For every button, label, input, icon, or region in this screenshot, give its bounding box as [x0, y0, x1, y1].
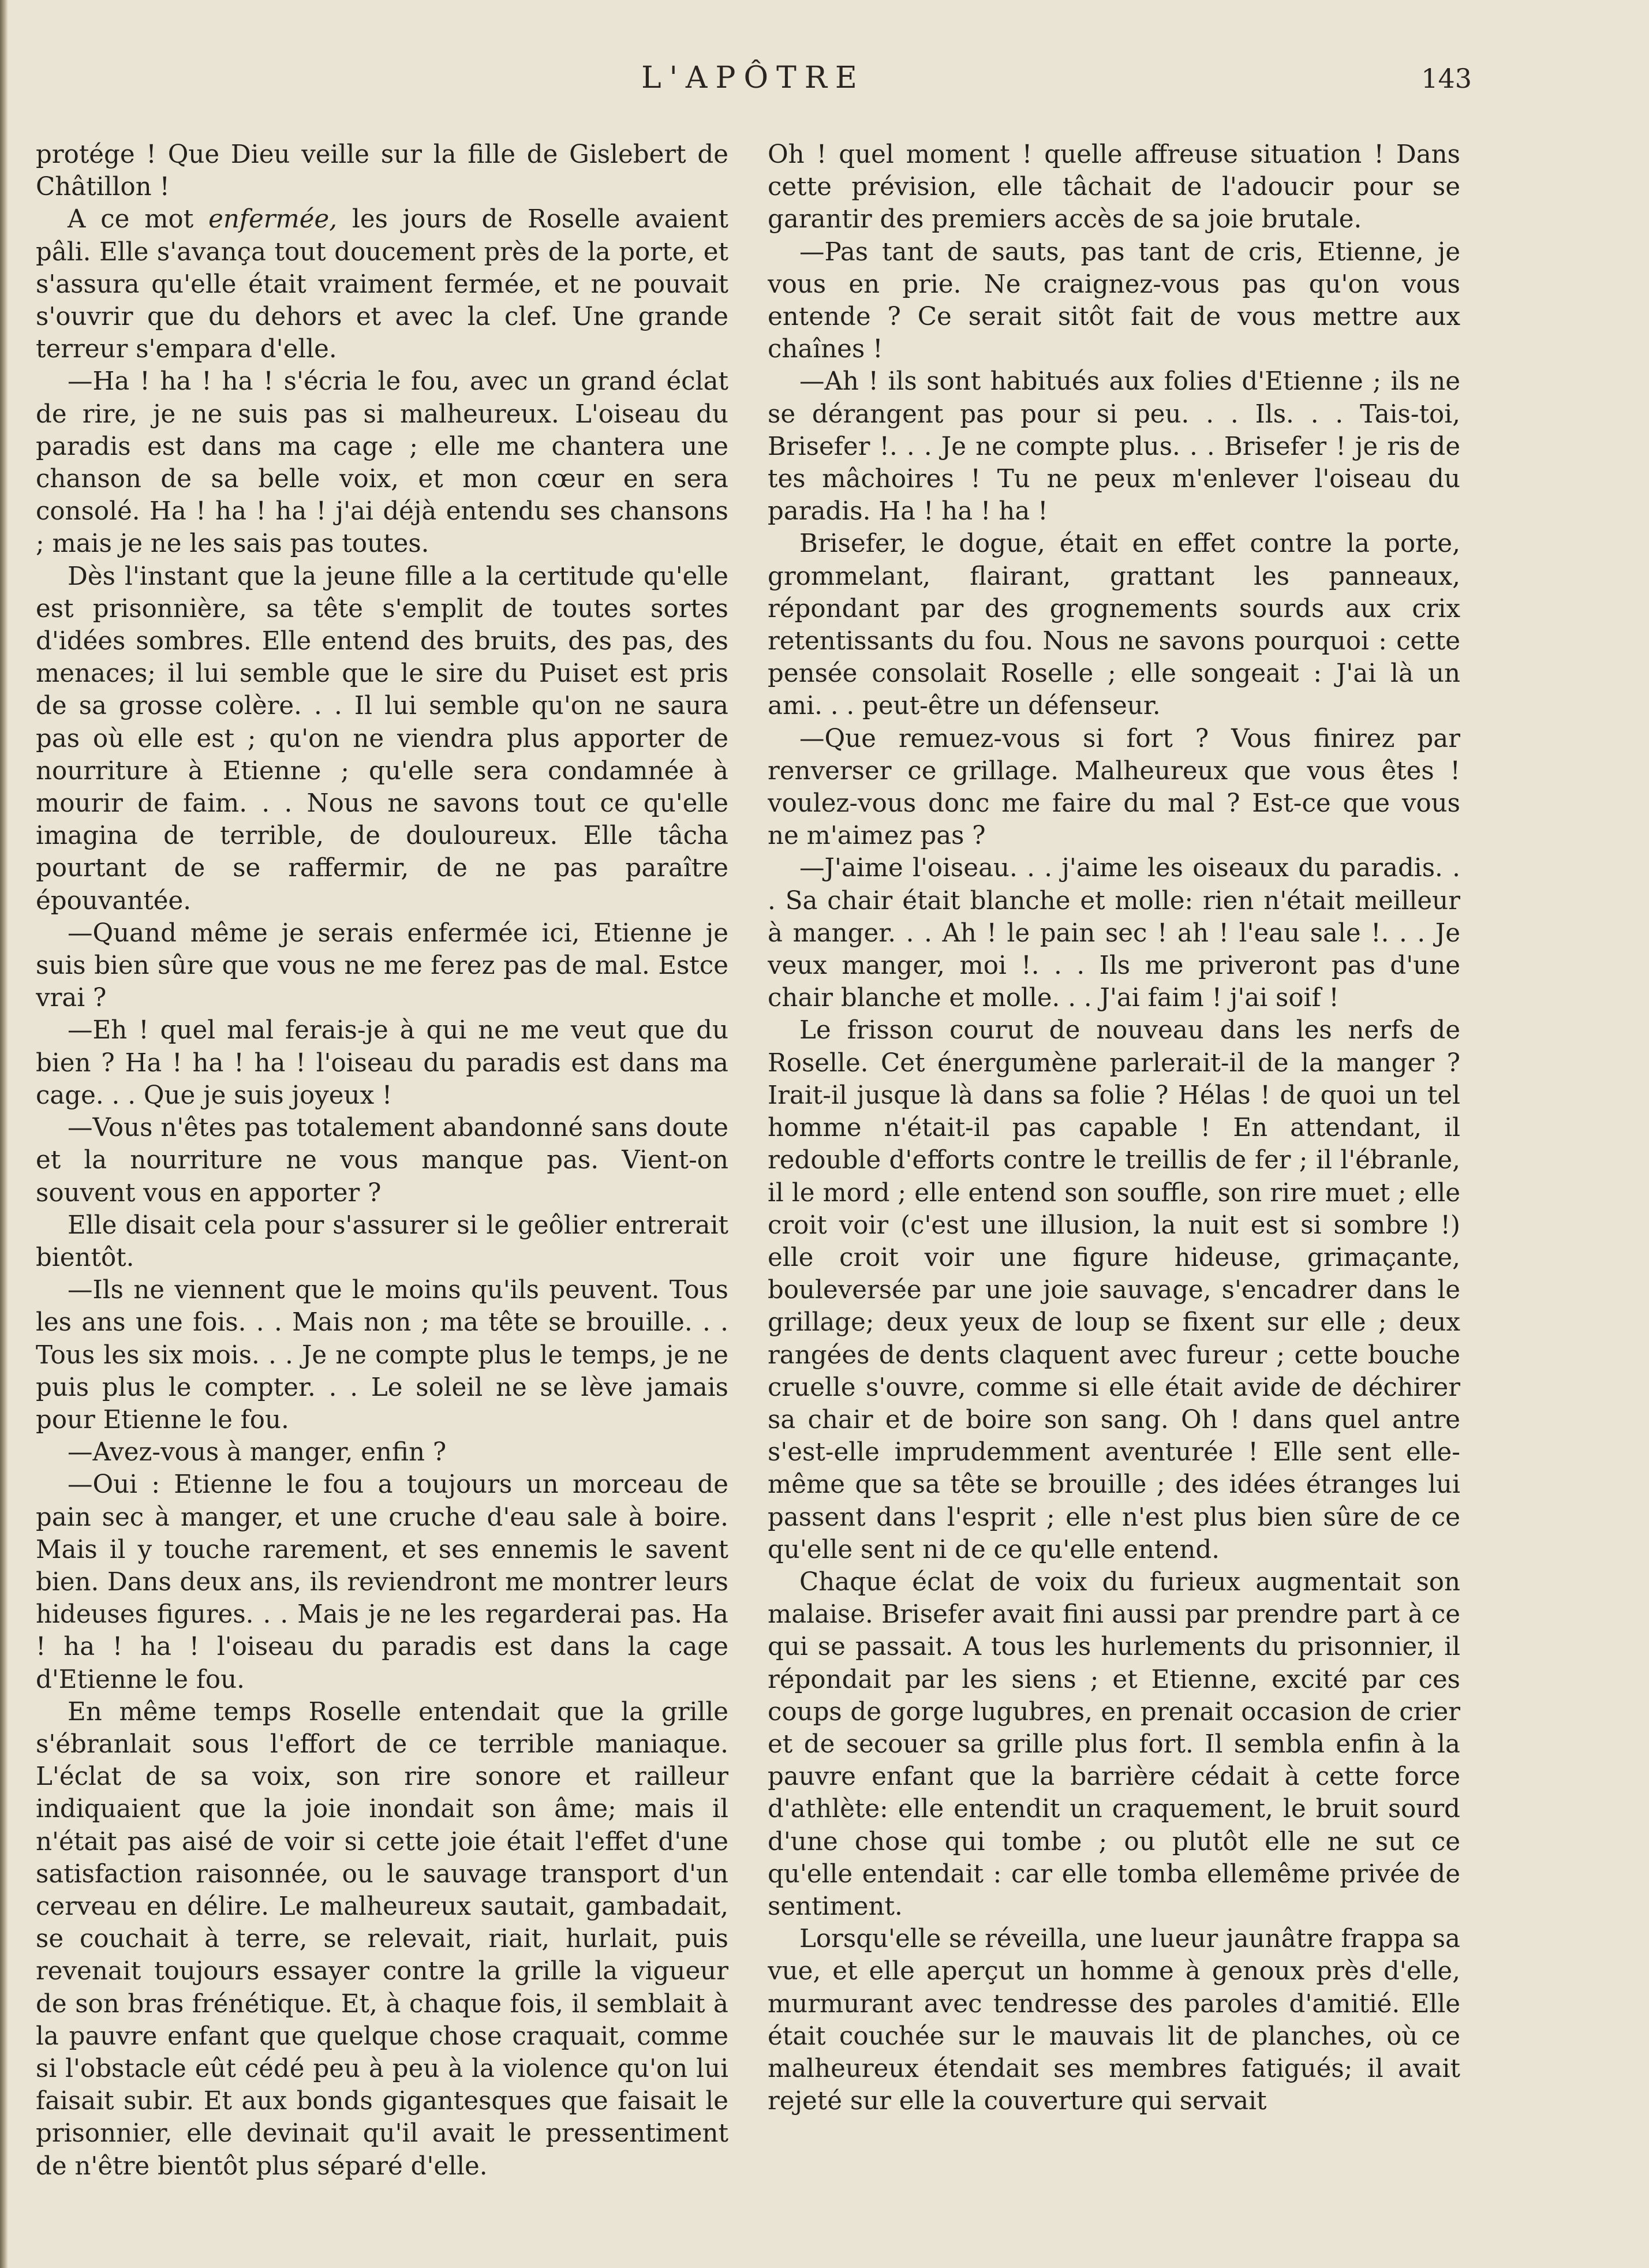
running-title: L'APÔTRE [641, 61, 865, 95]
paragraph: —Vous n'êtes pas totalement abandonné sans doute et la nourriture ne vous manque pas. Vient-on souvent vous en apporter ? [36, 1114, 728, 1208]
paragraph: —Que remuez-vous si fort ? Vous finirez par renverser ce grillage. Malheureux que vous êtes ! voulez-vous donc me faire du mal ? Est-ce que vous ne m'aimez pas ? [768, 724, 1460, 851]
paragraph: —Ah ! ils sont habitués aux folies d'Etienne ; ils ne se dérangent pas pour si peu. . . Ils. . . Tais-toi, Brisefer !. . . Je ne compte plus. . . Brisefer ! je ris de tes mâchoires ! Tu ne peux m'enlever l'oiseau du paradis. Ha ! ha ! ha ! [768, 367, 1460, 526]
paragraph: Lorsqu'elle se réveilla, une lueur jaunâtre frappa sa vue, et elle aperçut un homme à genoux près d'elle, murmurant avec tendresse des paroles d'amitié. Elle était couchée sur le mauvais lit de planches, où ce malheureux étendait ses membres fatigués; il avait rejeté sur elle la couverture qui servait [768, 1925, 1460, 2116]
paragraph: Chaque éclat de voix du furieux augmentait son malaise. Brisefer avait fini aussi par prendre part à ce qui se passait. A tous les hurlements du prisonnier, il répondait par les siens ; et Etienne, excité par ces coups de gorge lugubres, en prenait occasion de crier et de secouer sa grille plus fort. Il sembla enfin à la pauvre enfant que la barrière cédait à cette force d'athlète: elle entendit un craquement, le bruit sourd d'une chose qui tombe ; ou plutôt elle ne sut ce qu'elle entendait : car elle tomba ellemême privée de sentiment. [768, 1567, 1460, 1921]
emphasized-word: enfermée, [208, 205, 338, 234]
paragraph [36, 203, 728, 365]
paragraph: —Avez-vous à manger, enfin ? [68, 1438, 447, 1467]
paragraph: —Pas tant de sauts, pas tant de cris, Etienne, je vous en prie. Ne craignez-vous pas qu'on vous entende ? Ce serait sitôt fait de vous mettre aux chaînes ! [768, 237, 1460, 364]
paragraph: —Quand même je serais enfermée ici, Etienne je suis bien sûre que vous ne me ferez pas de mal. Estce vrai ? [36, 918, 728, 1013]
page-binding-edge [0, 0, 8, 2268]
paragraph: —Ha ! ha ! ha ! s'écria le fou, avec un grand éclat de rire, je ne suis pas si malheureux. L'oiseau du paradis est dans ma cage ; elle me chantera une chanson de sa belle voix, et mon cœur en sera consolé. Ha ! ha ! ha ! j'ai déjà entendu ses chansons ; mais je ne les sais pas toutes. [36, 367, 728, 559]
left-column [36, 139, 728, 2240]
paragraph-text: A ce mot [68, 205, 209, 234]
paragraph: —J'aime l'oiseau. . . j'aime les oiseaux du paradis. . . Sa chair était blanche et molle: rien n'était meilleur à manger. . . Ah ! le pain sec ! ah ! l'eau sale !. . . Je veux manger, moi !. . . Ils me priveront pas d'une chair blanche et molle. . . J'ai faim ! j'ai soif ! [768, 854, 1460, 1013]
right-column [768, 139, 1460, 2240]
paragraph: Le frisson courut de nouveau dans les nerfs de Roselle. Cet énergumène parlerait-il de la manger ? Irait-il jusque là dans sa folie ? Hélas ! de quoi un tel homme n'était-il pas capable ! En attendant, il redouble d'efforts contre le treillis de fer ; il l'ébranle, il le mord ; elle entend son souffle, son rire muet ; elle croit voir (c'est une illusion, la nuit est si sombre !) elle croit voir une figure hideuse, grimaçante, bouleversée par une joie sauvage, s'encadrer dans le grillage; deux yeux de loup se fixent sur elle ; deux rangées de dents claquent avec fureur ; cette bouche cruelle s'ouvre, comme si elle était avide de déchirer sa chair et de boire son sang. Oh ! dans quel antre s'est-elle imprudemment aventurée ! Elle sent elle-même que sa tête se brouille ; des idées étranges lui passent dans l'esprit ; elle n'est plus bien sûre de ce qu'elle sent ni de ce qu'elle entend. [768, 1016, 1460, 1564]
paragraph: Dès l'instant que la jeune fille a la certitude qu'elle est prisonnière, sa tête s'emplit de toutes sortes d'idées sombres. Elle entend des bruits, des pas, des menaces; il lui semble que le sire du Puiset est pris de sa grosse colère. . . Il lui semble qu'on ne saura pas où elle est ; qu'on ne viendra plus apporter de nourriture à Etienne ; qu'elle sera condamnée à mourir de faim. . . Nous ne savons tout ce qu'elle imagina de terrible, de douloureux. Elle tâcha pourtant de se raffermir, de ne pas paraître épouvantée. [36, 562, 728, 916]
paragraph: —Eh ! quel mal ferais-je à qui ne me veut que du bien ? Ha ! ha ! ha ! l'oiseau du paradis est dans ma cage. . . Que je suis joyeux ! [36, 1016, 728, 1110]
page-header [35, 61, 1472, 107]
paragraph-text: les jours de Roselle avaient pâli. Elle s'avança tout doucement près de la porte, et s'assura qu'elle était vraiment fermée, et ne pouvait s'ouvrir que du dehors et avec la clef. Une grande terreur s'empara d'elle. [36, 205, 728, 364]
paragraph: Elle disait cela pour s'assurer si le geôlier entrerait bientôt. [36, 1210, 728, 1272]
paragraph: —Ils ne viennent que le moins qu'ils peuvent. Tous les ans une fois. . . Mais non ; ma tête se brouille. . . Tous les six mois. . . Je ne compte plus le temps, je ne puis plus le compter. . . Le soleil ne se lève jamais pour Etienne le fou. [36, 1276, 728, 1434]
paragraph: —Oui : Etienne le fou a toujours un morceau de pain sec à manger, et une cruche d'eau sale à boire. Mais il y touche rarement, et ses ennemis le savent bien. Dans deux ans, ils reviendront me montrer leurs hideuses figures. . . Mais je ne les regarderai pas. Ha ! ha ! ha ! l'oiseau du paradis est dans la cage d'Etienne le fou. [36, 1470, 728, 1694]
paragraph: protége ! Que Dieu veille sur la fille de Gislebert de Châtillon ! [36, 140, 728, 202]
paragraph: Oh ! quel moment ! quelle affreuse situation ! Dans cette prévision, elle tâchait de l'adoucir pour se garantir des premiers accès de sa joie brutale. [768, 140, 1460, 234]
paragraph: En même temps Roselle entendait que la grille s'ébranlait sous l'effort de ce terrible maniaque. L'éclat de sa voix, son rire sonore et railleur indiquaient que la joie inondait son âme; mais il n'était pas aisé de voir si cette joie était l'effet d'une satisfaction raisonnée, ou le sauvage transport d'un cerveau en délire. Le malheureux sautait, gambadait, se couchait à terre, se relevait, riait, hurlait, puis revenait toujours essayer contre la grille la vigueur de son bras frénétique. Et, à chaque fois, il semblait à la pauvre enfant que quelque chose craquait, comme si l'obstacle eût cédé peu à peu à la violence qu'on lui faisait subir. Et aux bonds gigantesques que faisait le prisonnier, elle devinait qu'il avait le pressentiment de n'être bientôt plus séparé d'elle. [36, 1697, 728, 2181]
page-number: 143 [1421, 63, 1472, 94]
paragraph: Brisefer, le dogue, était en effet contre la porte, grommelant, flairant, grattant les panneaux, répondant par des grognements sourds aux crix retentissants du fou. Nous ne savons pourquoi : cette pensée consolait Roselle ; elle songeait : J'ai là un ami. . . peut-être un défenseur. [768, 529, 1460, 721]
